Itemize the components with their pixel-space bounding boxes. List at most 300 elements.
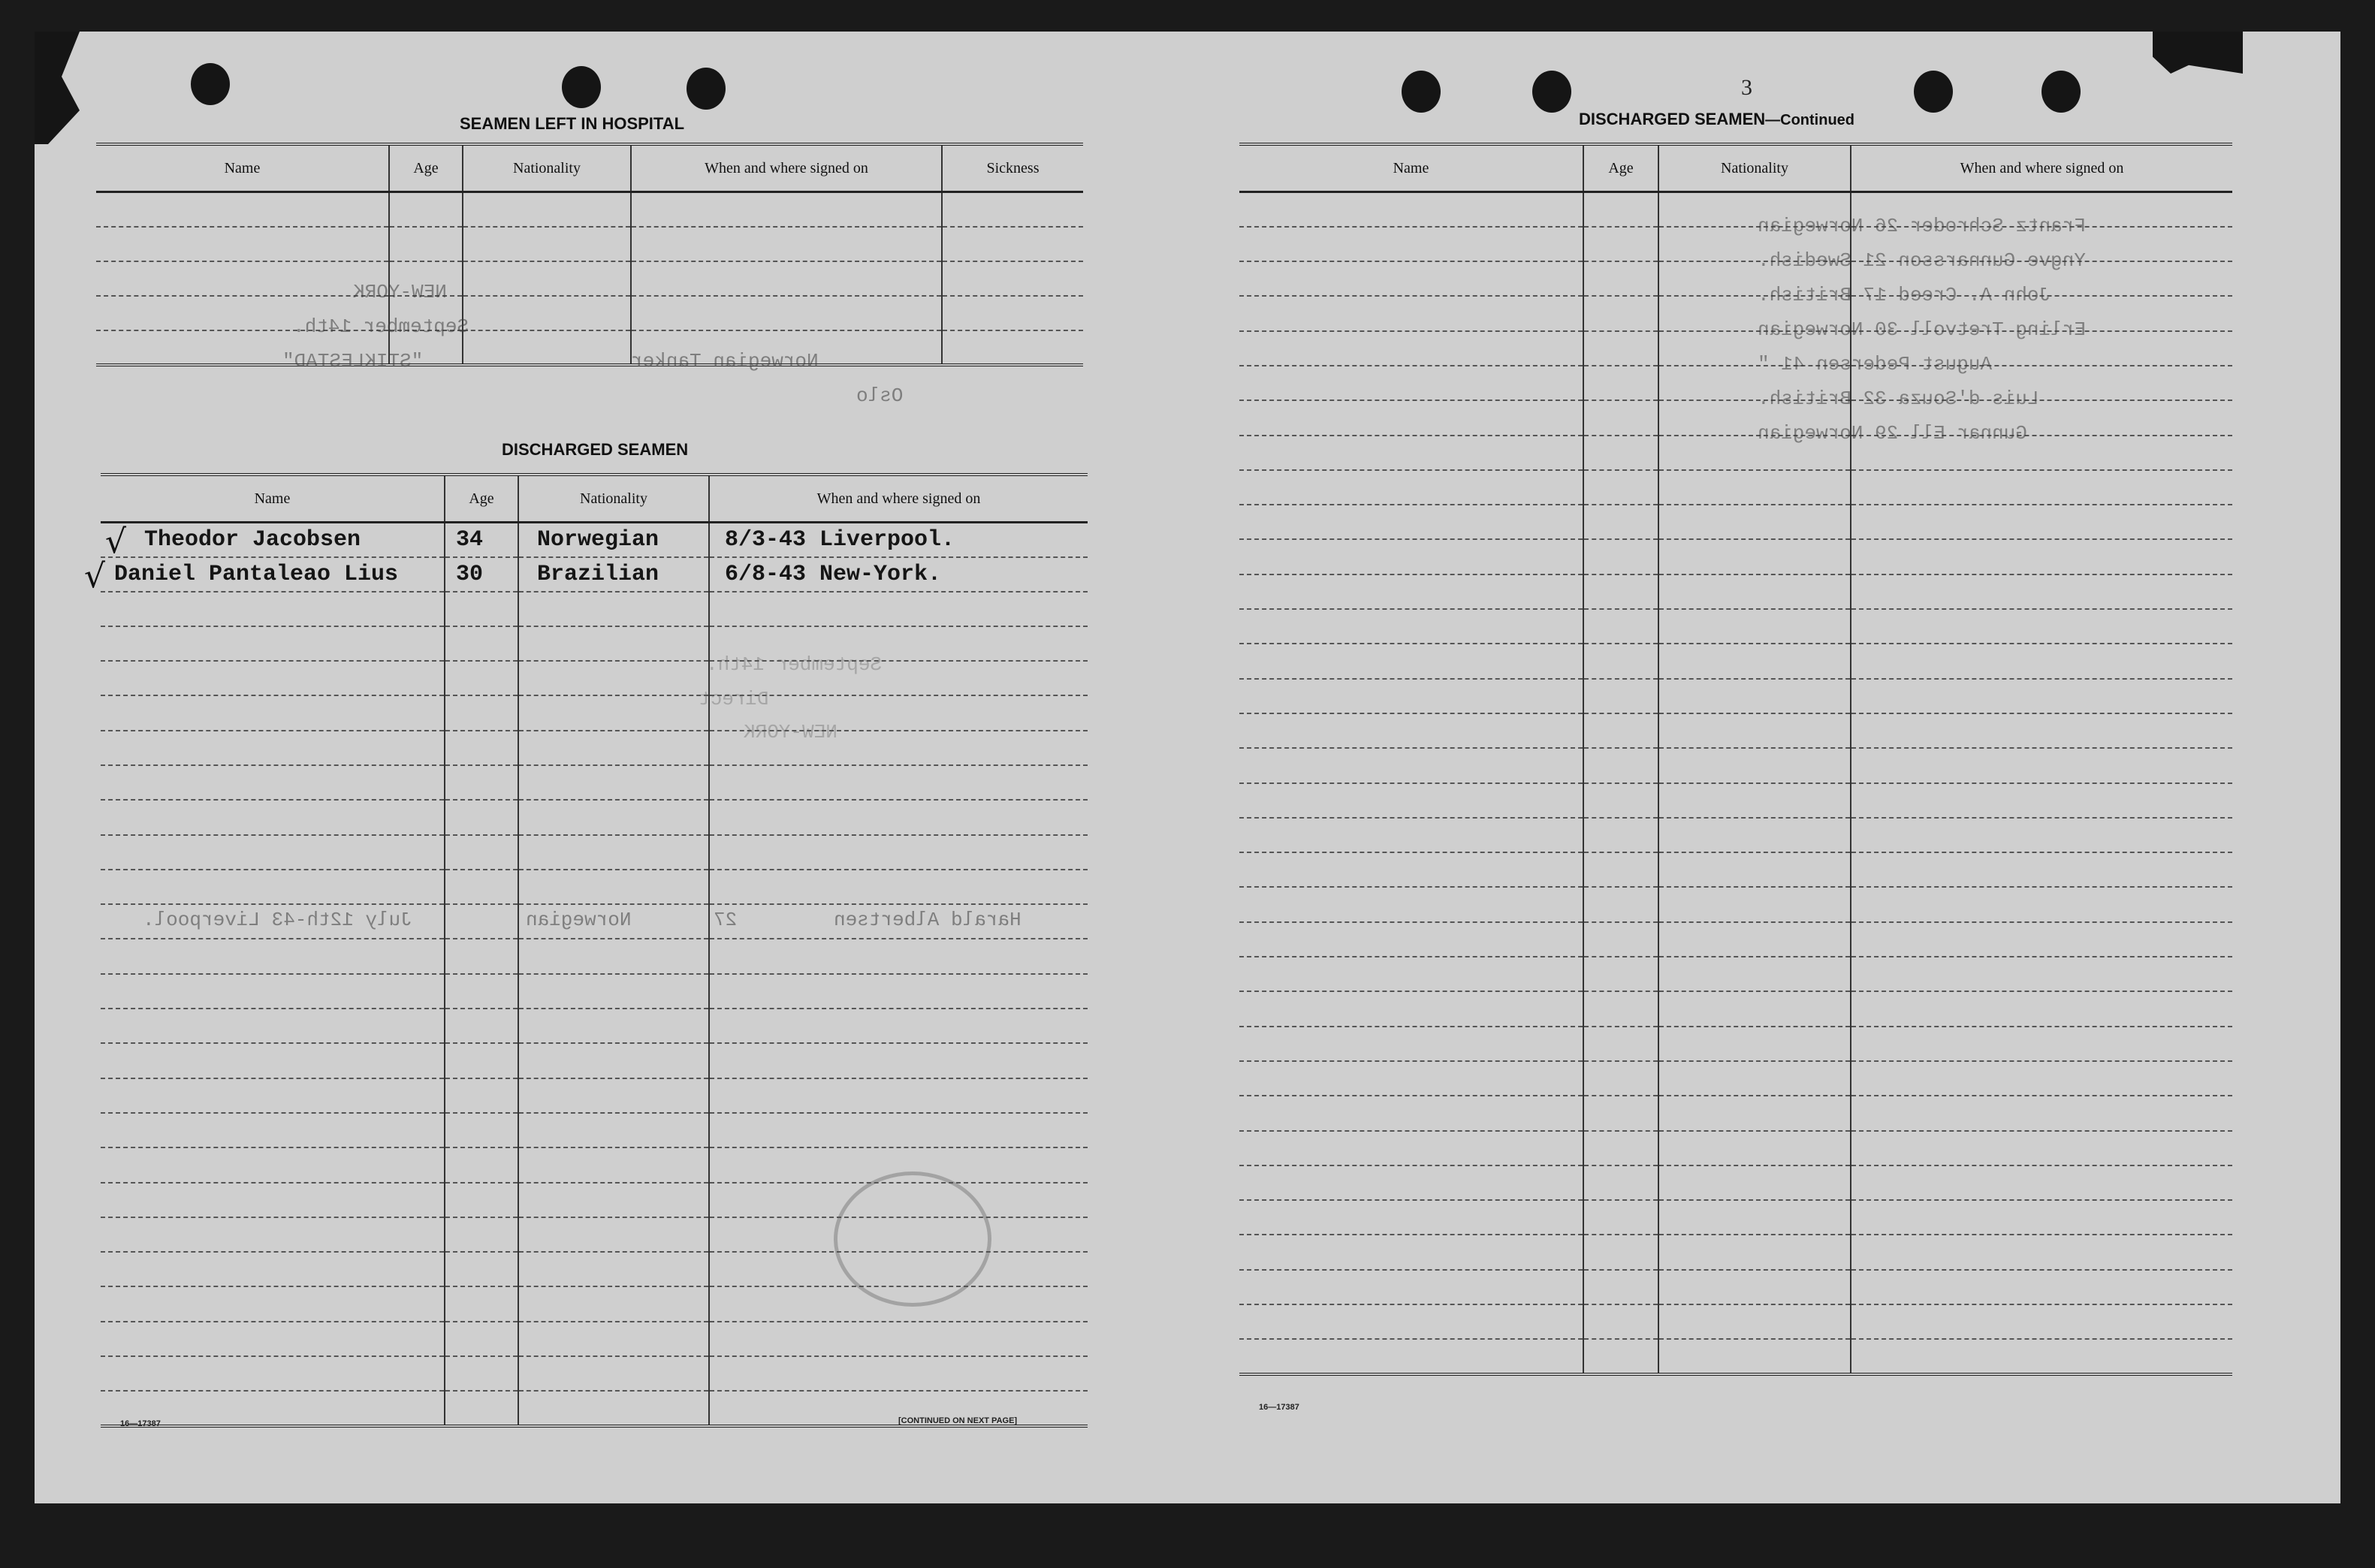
check-mark-icon: √ — [84, 557, 106, 596]
seaman-age: 30 — [445, 557, 518, 592]
table-cell — [1851, 713, 2232, 748]
table-cell — [101, 974, 445, 1009]
column-header-name: Name — [101, 475, 445, 523]
table-cell — [463, 227, 631, 261]
table-cell — [101, 661, 445, 695]
table-cell — [1583, 1270, 1658, 1304]
column-header-name: Name — [1239, 144, 1583, 192]
table-cell — [101, 1147, 445, 1182]
seaman-signed-on: 8/3-43 Liverpool. — [709, 523, 1088, 557]
table-cell — [1851, 818, 2232, 852]
table-row — [1239, 1339, 2232, 1374]
column-header-age: Age — [1583, 144, 1658, 192]
bleed-through-text: NEW-YORK — [744, 721, 837, 743]
table-cell — [709, 1009, 1088, 1043]
table-cell — [1851, 1339, 2232, 1374]
table-cell — [518, 1391, 709, 1425]
table-cell — [1658, 783, 1851, 818]
hospital-section-title: SEAMEN LEFT IN HOSPITAL — [460, 114, 685, 133]
bleed-through-text: Gunnar Ell 29 Norwegian — [1758, 422, 2027, 445]
form-number: 16—17387 — [120, 1419, 161, 1428]
table-cell — [445, 1043, 518, 1078]
table-cell — [518, 1356, 709, 1391]
table-cell — [1239, 1131, 1583, 1165]
table-cell — [1239, 679, 1583, 713]
table-cell — [1583, 331, 1658, 366]
table-cell — [1239, 331, 1583, 366]
table-row — [1239, 818, 2232, 852]
table-cell — [1583, 505, 1658, 539]
bleed-through-text: Harald Albertsen — [834, 909, 1022, 931]
table-cell — [1239, 366, 1583, 400]
table-row — [1239, 1235, 2232, 1269]
table-cell — [445, 695, 518, 730]
table-cell — [1851, 470, 2232, 505]
table-cell — [1583, 1339, 1658, 1374]
bleed-through-text: July 12th-43 Liverpool. — [143, 909, 412, 931]
table-row — [1239, 783, 2232, 818]
table-row — [1239, 957, 2232, 991]
table-cell — [1239, 1270, 1583, 1304]
table-cell — [1583, 957, 1658, 991]
table-cell — [101, 835, 445, 870]
table-cell — [709, 939, 1088, 973]
table-row — [101, 1009, 1088, 1043]
continued-note: [CONTINUED ON NEXT PAGE] — [898, 1416, 1018, 1425]
table-row — [1239, 644, 2232, 678]
table-row — [1239, 713, 2232, 748]
seaman-nationality: Brazilian — [518, 557, 709, 592]
table-cell — [1851, 1270, 2232, 1304]
table-cell — [1658, 505, 1851, 539]
table-row — [101, 731, 1088, 765]
table-cell — [1851, 748, 2232, 782]
table-cell — [1239, 887, 1583, 921]
table-cell — [518, 1183, 709, 1217]
table-cell — [1658, 470, 1851, 505]
table-cell — [1583, 991, 1658, 1026]
table-cell — [445, 974, 518, 1009]
table-cell — [101, 1217, 445, 1252]
table-row — [1239, 366, 2232, 400]
table-cell — [709, 1356, 1088, 1391]
faded-stamp — [834, 1171, 991, 1307]
table-cell — [96, 192, 389, 227]
table-cell — [1583, 679, 1658, 713]
table-cell — [709, 592, 1088, 626]
table-cell — [1851, 1304, 2232, 1339]
table-cell — [1583, 539, 1658, 574]
table-cell — [1239, 1339, 1583, 1374]
table-row — [101, 523, 1088, 557]
table-cell — [1239, 852, 1583, 887]
column-header-signed-on: When and where signed on — [631, 144, 942, 192]
table-cell — [1239, 922, 1583, 957]
table-cell — [1658, 818, 1851, 852]
table-cell — [709, 1322, 1088, 1356]
table-cell — [1658, 1131, 1851, 1165]
table-cell — [101, 1183, 445, 1217]
table-cell — [709, 870, 1088, 904]
table-cell — [1658, 713, 1851, 748]
table-row — [101, 974, 1088, 1009]
table-cell — [942, 330, 1083, 365]
table-cell — [1239, 1027, 1583, 1061]
table-cell — [1239, 574, 1583, 609]
table-cell — [1583, 609, 1658, 644]
table-row — [1239, 1304, 2232, 1339]
table-cell — [1658, 957, 1851, 991]
table-cell — [1239, 748, 1583, 782]
table-cell — [1583, 644, 1658, 678]
table-cell — [445, 1286, 518, 1321]
table-cell — [445, 800, 518, 834]
table-cell — [1583, 1304, 1658, 1339]
table-cell — [445, 1322, 518, 1356]
table-row — [1239, 1061, 2232, 1096]
table-cell — [1583, 1165, 1658, 1200]
table-row — [101, 1113, 1088, 1147]
bleed-through-text: NEW-YORK — [353, 281, 447, 303]
table-cell — [1658, 539, 1851, 574]
table-row — [101, 661, 1088, 695]
check-mark-icon: √ — [105, 523, 127, 561]
table-cell — [1239, 192, 1583, 227]
table-cell — [1658, 574, 1851, 609]
table-row — [1239, 887, 2232, 921]
table-row — [1239, 991, 2232, 1026]
table-cell — [518, 1009, 709, 1043]
table-cell — [1239, 1200, 1583, 1235]
table-row — [1239, 1270, 2232, 1304]
table-row — [1239, 1027, 2232, 1061]
bleed-through-text: Norwegian Tanker — [631, 350, 819, 372]
table-row — [1239, 922, 2232, 957]
discharged-continued-title-main: DISCHARGED SEAMEN — [1579, 110, 1766, 128]
column-header-age: Age — [389, 144, 463, 192]
table-cell — [709, 1113, 1088, 1147]
table-cell — [518, 1217, 709, 1252]
table-cell — [518, 800, 709, 834]
table-row — [1239, 609, 2232, 644]
form-number: 16—17387 — [1259, 1403, 1299, 1412]
table-cell — [1583, 436, 1658, 470]
table-row — [101, 1078, 1088, 1113]
table-cell — [518, 695, 709, 730]
page-number: 3 — [1741, 75, 1752, 100]
table-cell — [445, 835, 518, 870]
table-cell — [445, 592, 518, 626]
table-cell — [1851, 679, 2232, 713]
table-cell — [1583, 574, 1658, 609]
table-cell — [389, 227, 463, 261]
table-cell — [1851, 991, 2232, 1026]
table-cell — [1851, 644, 2232, 678]
bleed-through-text: Norwegian — [526, 909, 632, 931]
table-cell — [1658, 1200, 1851, 1235]
table-cell — [1239, 400, 1583, 435]
table-cell — [463, 330, 631, 365]
table-cell — [518, 1078, 709, 1113]
table-cell — [1239, 957, 1583, 991]
table-cell — [445, 661, 518, 695]
table-cell — [96, 261, 389, 296]
table-cell — [445, 1009, 518, 1043]
table-cell — [445, 1391, 518, 1425]
table-row — [1239, 400, 2232, 435]
table-cell — [1583, 1200, 1658, 1235]
table-row — [1239, 748, 2232, 782]
table-cell — [1658, 1061, 1851, 1096]
table-cell — [942, 296, 1083, 330]
seaman-name: Daniel Pantaleao Lius — [101, 557, 445, 592]
seaman-name: Theodor Jacobsen — [101, 523, 445, 557]
table-row — [1239, 436, 2232, 470]
table-cell — [1583, 470, 1658, 505]
table-row — [101, 1322, 1088, 1356]
bleed-through-text: Luis d'Souza 32 British. — [1758, 387, 2039, 410]
table-cell — [101, 870, 445, 904]
table-cell — [942, 261, 1083, 296]
bleed-through-text: 27 — [714, 909, 738, 931]
table-cell — [518, 870, 709, 904]
table-cell — [518, 626, 709, 661]
table-cell — [1851, 1165, 2232, 1200]
table-cell — [1239, 713, 1583, 748]
table-cell — [101, 1113, 445, 1147]
table-row — [1239, 1096, 2232, 1130]
table-cell — [1239, 296, 1583, 330]
table-cell — [445, 939, 518, 973]
table-cell — [1583, 1027, 1658, 1061]
table-cell — [445, 1147, 518, 1182]
bleed-through-text: September 14th. — [293, 315, 469, 338]
column-header-nationality: Nationality — [1658, 144, 1851, 192]
table-cell — [1658, 922, 1851, 957]
column-header-name: Name — [96, 144, 389, 192]
table-cell — [1583, 748, 1658, 782]
table-cell — [518, 1252, 709, 1286]
table-cell — [709, 1078, 1088, 1113]
table-cell — [1658, 644, 1851, 678]
table-cell — [463, 296, 631, 330]
table-cell — [518, 939, 709, 973]
table-cell — [1583, 296, 1658, 330]
table-row — [1239, 574, 2232, 609]
table-cell — [1851, 922, 2232, 957]
table-cell — [1239, 783, 1583, 818]
bleed-through-text: Frantz Schroder 26 Norwegian — [1758, 215, 2086, 237]
table-cell — [1583, 366, 1658, 400]
table-row — [1239, 505, 2232, 539]
table-cell — [445, 1113, 518, 1147]
table-cell — [518, 592, 709, 626]
table-cell — [1583, 887, 1658, 921]
table-cell — [1583, 1235, 1658, 1269]
punch-hole — [1532, 71, 1571, 113]
table-cell — [1658, 748, 1851, 782]
table-cell — [1851, 1027, 2232, 1061]
table-cell — [1851, 957, 2232, 991]
table-cell — [1851, 852, 2232, 887]
table-cell — [1851, 1061, 2232, 1096]
table-cell — [101, 1356, 445, 1391]
table-cell — [445, 1356, 518, 1391]
table-cell — [1239, 539, 1583, 574]
table-row — [1239, 1165, 2232, 1200]
table-cell — [1658, 852, 1851, 887]
table-cell — [1583, 783, 1658, 818]
table-cell — [1851, 539, 2232, 574]
table-cell — [1851, 574, 2232, 609]
table-row — [1239, 539, 2232, 574]
bleed-through-text: Yngve Gunnarsson 21 Swedish. — [1758, 249, 2086, 272]
table-cell — [1239, 1304, 1583, 1339]
bleed-through-text: September 14th. — [706, 653, 883, 676]
table-cell — [709, 835, 1088, 870]
bleed-through-text: Erling Tretvoll 30 Norwegian — [1758, 318, 2086, 341]
column-header-age: Age — [445, 475, 518, 523]
table-cell — [101, 800, 445, 834]
table-cell — [1851, 1235, 2232, 1269]
bleed-through-text: John A. Creed 17 British. — [1758, 284, 2051, 306]
table-cell — [1658, 1235, 1851, 1269]
table-cell — [518, 731, 709, 765]
table-cell — [445, 904, 518, 939]
table-cell — [101, 626, 445, 661]
table-cell — [709, 974, 1088, 1009]
bleed-through-text: "STIKLESTAD" — [282, 350, 424, 372]
table-cell — [1583, 261, 1658, 296]
table-cell — [101, 1043, 445, 1078]
table-cell — [518, 661, 709, 695]
continued-suffix: —Continued — [1765, 112, 1855, 128]
column-header-nationality: Nationality — [463, 144, 631, 192]
table-cell — [1239, 991, 1583, 1026]
hospital-table — [96, 143, 1083, 366]
table-cell — [1239, 1061, 1583, 1096]
seaman-nationality: Norwegian — [518, 523, 709, 557]
table-cell — [518, 765, 709, 800]
table-cell — [1658, 887, 1851, 921]
table-row — [101, 1356, 1088, 1391]
table-cell — [1658, 679, 1851, 713]
table-cell — [1239, 644, 1583, 678]
table-cell — [96, 227, 389, 261]
punch-hole — [562, 66, 601, 108]
table-cell — [518, 835, 709, 870]
table-cell — [1851, 1131, 2232, 1165]
table-cell — [445, 1217, 518, 1252]
table-cell — [709, 765, 1088, 800]
table-cell — [101, 765, 445, 800]
table-cell — [1658, 1270, 1851, 1304]
table-cell — [518, 1113, 709, 1147]
table-cell — [1851, 1096, 2232, 1130]
table-cell — [1239, 609, 1583, 644]
table-cell — [1658, 609, 1851, 644]
table-row — [101, 765, 1088, 800]
table-cell — [518, 1322, 709, 1356]
table-cell — [445, 765, 518, 800]
table-cell — [1658, 1304, 1851, 1339]
table-cell — [463, 261, 631, 296]
table-cell — [1239, 818, 1583, 852]
table-row — [101, 557, 1088, 592]
table-cell — [518, 1147, 709, 1182]
bleed-through-text: Oslo — [856, 384, 904, 407]
discharged-continued-title — [1579, 110, 1854, 129]
table-row — [1239, 852, 2232, 887]
table-row — [101, 592, 1088, 626]
table-cell — [1583, 1061, 1658, 1096]
table-cell — [1851, 887, 2232, 921]
table-cell — [1583, 852, 1658, 887]
table-cell — [518, 1043, 709, 1078]
table-row — [101, 870, 1088, 904]
column-header-signed-on: When and where signed on — [1851, 144, 2232, 192]
table-cell — [631, 261, 942, 296]
column-header-sickness: Sickness — [942, 144, 1083, 192]
table-cell — [1239, 470, 1583, 505]
table-row — [101, 695, 1088, 730]
table-cell — [942, 192, 1083, 227]
table-cell — [1851, 1200, 2232, 1235]
table-cell — [101, 592, 445, 626]
table-cell — [445, 626, 518, 661]
seaman-signed-on: 6/8-43 New-York. — [709, 557, 1088, 592]
table-cell — [942, 227, 1083, 261]
table-cell — [709, 800, 1088, 834]
table-cell — [1658, 1339, 1851, 1374]
table-cell — [1239, 1165, 1583, 1200]
table-cell — [1851, 783, 2232, 818]
table-cell — [1583, 227, 1658, 261]
bleed-through-text: August Pedersen 41 " — [1758, 353, 1993, 375]
table-cell — [1851, 609, 2232, 644]
table-cell — [101, 1009, 445, 1043]
table-row — [1239, 679, 2232, 713]
table-row — [101, 1043, 1088, 1078]
table-cell — [1658, 1165, 1851, 1200]
table-cell — [389, 192, 463, 227]
column-header-signed-on: When and where signed on — [709, 475, 1088, 523]
table-cell — [101, 695, 445, 730]
table-cell — [1239, 1096, 1583, 1130]
table-cell — [445, 1252, 518, 1286]
table-cell — [709, 1043, 1088, 1078]
table-cell — [101, 939, 445, 973]
table-cell — [1239, 436, 1583, 470]
table-cell — [518, 1286, 709, 1321]
table-cell — [1239, 261, 1583, 296]
seaman-age: 34 — [445, 523, 518, 557]
table-cell — [1583, 400, 1658, 435]
table-cell — [101, 731, 445, 765]
table-cell — [1583, 192, 1658, 227]
table-cell — [101, 1322, 445, 1356]
punch-hole — [1402, 71, 1441, 113]
punch-hole — [687, 68, 726, 110]
table-cell — [101, 1252, 445, 1286]
table-cell — [1583, 1096, 1658, 1130]
table-cell — [1583, 818, 1658, 852]
table-cell — [445, 731, 518, 765]
discharged-section-title: DISCHARGED SEAMEN — [502, 440, 689, 459]
table-cell — [631, 227, 942, 261]
table-cell — [1658, 1027, 1851, 1061]
table-cell — [445, 870, 518, 904]
